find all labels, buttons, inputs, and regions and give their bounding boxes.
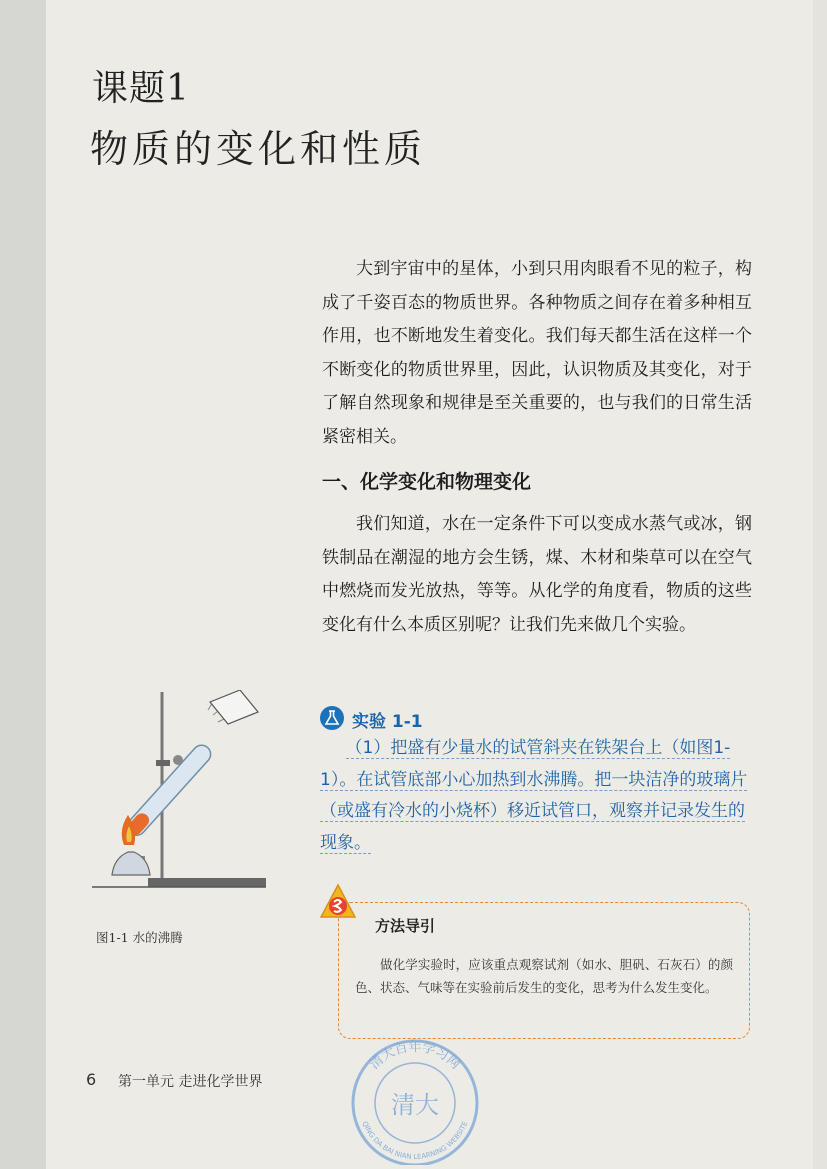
svg-text:清大: 清大: [391, 1091, 439, 1119]
method-guide-icon: [318, 882, 358, 922]
boiling-water-figure: [90, 690, 270, 900]
svg-text:清大百年学习网: 清大百年学习网: [367, 1040, 463, 1073]
experiment-text: [320, 733, 760, 859]
svg-text:QING DA BAI NIAN LEARNING WEBS: QING DA BAI NIAN LEARNING WEBSITE: [360, 1120, 470, 1162]
flask-icon: [320, 706, 344, 730]
lesson-title: 物质的变化和性质: [90, 127, 427, 171]
method-guide-text: 做化学实验时，应该重点观察试剂（如水、胆矾、石灰石）的颜色、状态、气味等在实验前后发生的变化，思考为什么发生变化。: [355, 957, 733, 995]
lesson-label: 课题1: [92, 68, 190, 109]
page-edge-right: [813, 0, 827, 1169]
method-guide-title: 方法导引: [375, 917, 436, 935]
page-edge: [0, 0, 46, 1169]
page-number: 6: [86, 1070, 97, 1089]
section-heading: 一、化学变化和物理变化: [322, 471, 532, 493]
section-paragraph: 我们知道，水在一定条件下可以变成水蒸气或冰，钢铁制品在潮湿的地方会生锈，煤、木材和柴草可以在空气中燃烧而发光放热，等等。从化学的角度看，物质的这些变化有什么本质区别呢？让我们先来做几个实验。: [322, 514, 752, 635]
figure-caption: 图1-1 水的沸腾: [96, 930, 183, 945]
experiment-title: 实验 1-1: [352, 712, 423, 732]
chapter-name: 第一单元 走进化学世界: [118, 1074, 263, 1090]
intro-paragraph: 大到宇宙中的星体，小到只用肉眼看不见的粒子，构成了千姿百态的物质世界。各种物质之间存在着多种相互作用，也不断地发生着变化。我们每天都生活在这样一个不断变化的物质世界里，因此，认识物质及其变化，对于了解自然现象和规律是至关重要的，也与我们的日常生活紧密相关。: [322, 259, 752, 447]
experiment-text-content: （1）把盛有少量水的试管斜夹在铁架台上（如图1-1）。在试管底部小心加热到水沸腾。把一块洁净的玻璃片（或盛有冷水的小烧杯）移近试管口，观察并记录发生的现象。: [320, 738, 748, 853]
watermark-stamp: [345, 1035, 485, 1165]
